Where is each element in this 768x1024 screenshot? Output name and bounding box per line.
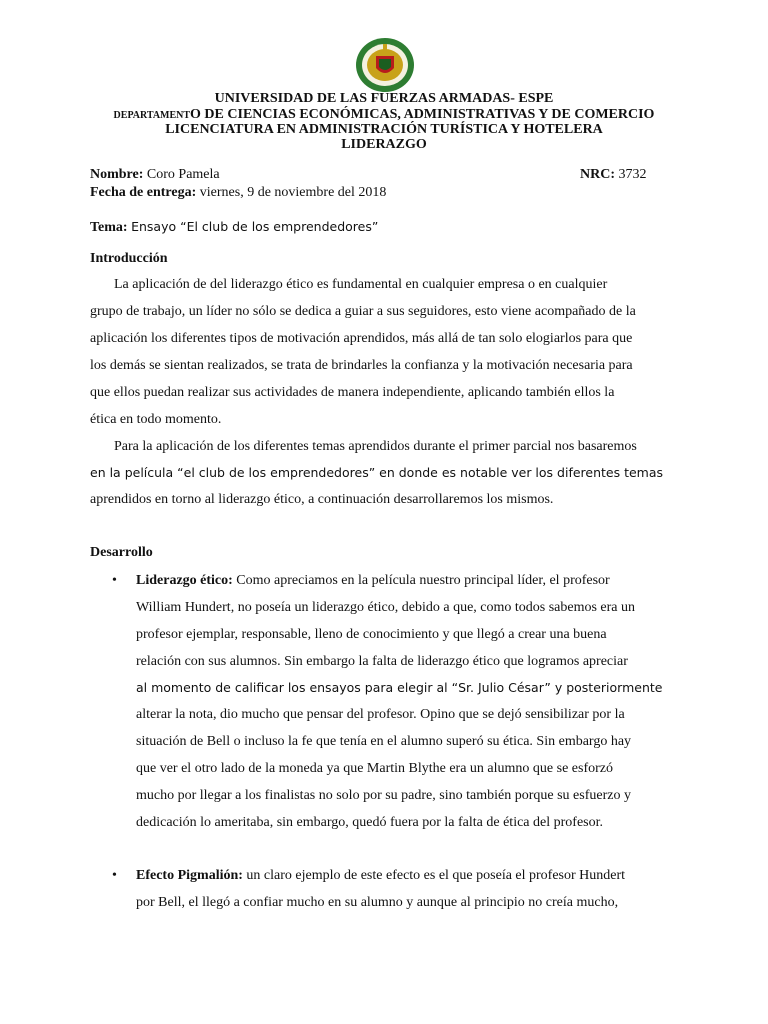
bullet-line: relación con sus alumnos. Sin embargo la falta de liderazgo ético que logramos apreciar: [136, 654, 628, 669]
bullet-line: por Bell, el llegó a confiar mucho en su alumno y aunque al principio no creía mucho,: [136, 895, 619, 910]
program-name: LICENCIATURA EN ADMINISTRACIÓN TURÍSTICA Y HOTELERA: [165, 122, 603, 137]
student-name-line: [90, 166, 220, 184]
bullet-icon: •: [112, 868, 117, 883]
bullet-first-line: Efecto Pigmalión: un claro ejemplo de este efecto es el que poseía el profesor Hundert: [136, 868, 626, 883]
department-rest: O DE CIENCIAS ECONÓMICAS, ADMINISTRATIVAS Y DE COMERCIO: [190, 107, 655, 122]
bullet-line: William Hundert, no poseía un liderazgo ético, debido a que, como todos sabemos era un: [136, 600, 636, 615]
bullet-line: al momento de calificar los ensayos para elegir al “Sr. Julio César” y posteriormente: [136, 680, 663, 695]
bullet-line: que ver el otro lado de la moneda ya que Martin Blythe era un alumno que se esforzó: [136, 761, 614, 776]
name-label: Nombre:: [90, 167, 144, 182]
university-name: UNIVERSIDAD DE LAS FUERZAS ARMADAS- ESPE: [214, 91, 554, 106]
intro-heading: Introducción: [90, 251, 168, 266]
bullet-first-line: Liderazgo ético: Como apreciamos en la película nuestro principal líder, el profesor: [136, 573, 610, 588]
paragraph-line: aprendidos en torno al liderazgo ético, a continuación desarrollaremos los mismos.: [90, 492, 554, 507]
university-seal-logo: [354, 36, 416, 94]
topic-label: Tema:: [90, 220, 128, 235]
name-value: Coro Pamela: [146, 167, 220, 182]
bullet-line: situación de Bell o incluso la fe que tenía en el alumno superó su ética. Sin embargo hay: [136, 734, 632, 749]
paragraph-line: La aplicación de del liderazgo ético es fundamental en cualquier empresa o en cualquier: [114, 277, 608, 292]
paragraph-line: ética en todo momento.: [90, 412, 222, 427]
development-heading: Desarrollo: [90, 545, 153, 560]
bullet-title: Efecto Pigmalión:: [136, 868, 243, 883]
nrc-label: NRC:: [580, 167, 615, 182]
topic-value: Ensayo “El club de los emprendedores”: [131, 219, 379, 234]
bullet-line: dedicación lo ameritaba, sin embargo, quedó fuera por la falta de ética del profesor.: [136, 815, 603, 830]
nrc-line: [580, 167, 647, 183]
date-value: viernes, 9 de noviembre del 2018: [199, 185, 387, 200]
bullet-title: Liderazgo ético:: [136, 573, 233, 588]
topic-line: [90, 218, 378, 237]
paragraph-line: grupo de trabajo, un líder no sólo se dedica a guiar a sus seguidores, esto viene acompañado de la: [90, 304, 636, 319]
course-name: LIDERAZGO: [341, 137, 427, 152]
paragraph-line: Para la aplicación de los diferentes temas aprendidos durante el primer parcial nos basaremos: [114, 439, 637, 454]
nrc-value: 3732: [618, 167, 647, 182]
paragraph-line: en la película “el club de los emprendedores” en donde es notable ver los diferentes temas: [90, 465, 664, 480]
date-label: Fecha de entrega:: [90, 185, 197, 200]
paragraph-line: que ellos puedan realizar sus actividades de manera independiente, aplicando también ellos la: [90, 385, 615, 400]
bullet-line: alterar la nota, dio mucho que pensar del profesor. Opino que se dejó sensibilizar por la: [136, 707, 625, 722]
delivery-date-line: [90, 184, 386, 202]
department-prefix: DEPARTAMENT: [113, 110, 191, 121]
bullet-icon: •: [112, 573, 117, 588]
paragraph-line: aplicación los diferentes tipos de motivación aprendidos, más allá de tan solo elogiarlos para que: [90, 331, 633, 346]
bullet-line: profesor ejemplar, responsable, lleno de conocimiento y que llegó a crear una buena: [136, 627, 607, 642]
bullet-line: mucho por llegar a los finalistas no solo por su padre, sino también porque su esfuerzo y: [136, 788, 631, 803]
paragraph-line: los demás se sientan realizados, se trata de brindarles la confianza y la motivación necesaria para: [90, 358, 633, 373]
